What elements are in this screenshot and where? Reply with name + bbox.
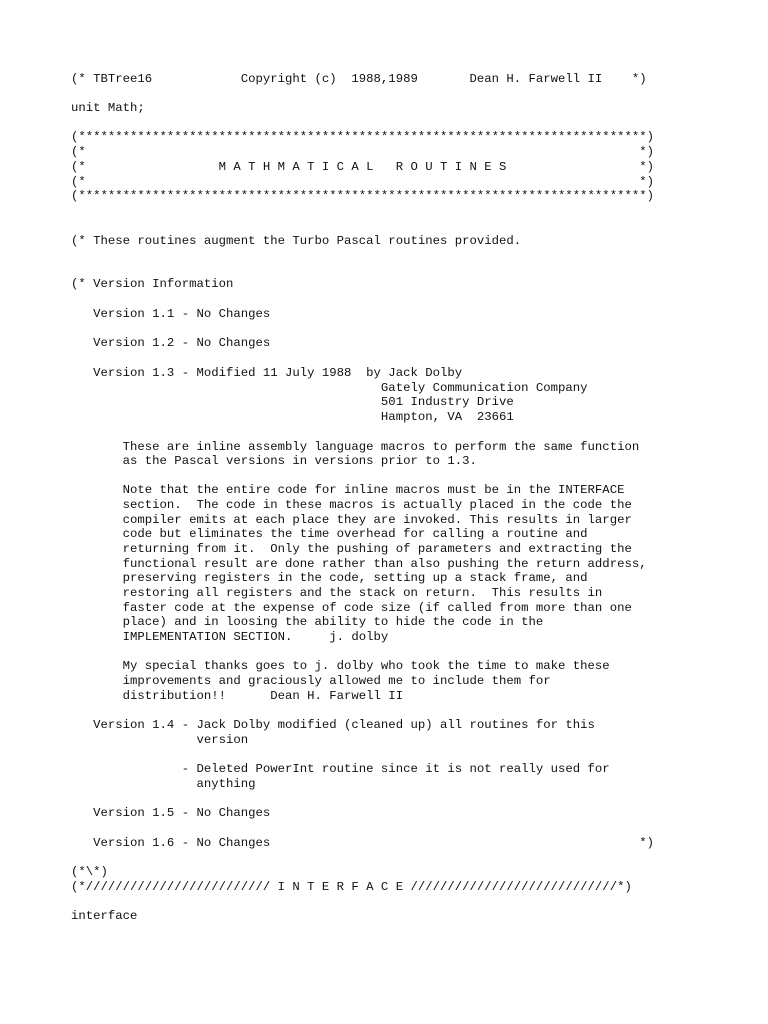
interface-banner: (*///////////////////////// I N T E R F A C E ////////////////////////////*) <box>71 880 632 894</box>
paragraph-line: preserving registers in the code, setting up a stack frame, and <box>71 571 588 585</box>
paragraph-line: place) and in loosing the ability to hide the code in the <box>71 615 544 629</box>
version-entry: Version 1.5 - No Changes <box>71 806 271 820</box>
paragraph-line: IMPLEMENTATION SECTION. j. dolby <box>71 630 389 644</box>
version-entry: Version 1.2 - No Changes <box>71 336 271 350</box>
banner-blank-line: (* *) <box>71 145 654 159</box>
version-entry: Version 1.1 - No Changes <box>71 307 271 321</box>
paragraph-line: code but eliminates the time overhead for calling a routine and <box>71 527 588 541</box>
paragraph-line: section. The code in these macros is actually placed in the code the <box>71 498 632 512</box>
page-break-marker: (*\*) <box>71 865 108 879</box>
banner-border-top: (*****************************************************************************) <box>71 130 654 144</box>
header-copyright-line: (* TBTree16 Copyright (c) 1988,1989 Dean H. Farwell II *) <box>71 72 647 86</box>
address-line: Hampton, VA 23661 <box>71 410 514 424</box>
paragraph-line: My special thanks goes to j. dolby who took the time to make these <box>71 659 610 673</box>
version-entry: Version 1.3 - Modified 11 July 1988 by Jack Dolby <box>71 366 463 380</box>
description-comment: (* These routines augment the Turbo Pascal routines provided. <box>71 234 522 248</box>
banner-border-bottom: (*****************************************************************************) <box>71 189 654 203</box>
paragraph-line: distribution!! Dean H. Farwell II <box>71 689 404 703</box>
address-line: 501 Industry Drive <box>71 395 514 409</box>
version-entry-continuation: version <box>71 733 249 747</box>
version-entry-continuation: - Deleted PowerInt routine since it is not really used for <box>71 762 610 776</box>
banner-blank-line: (* *) <box>71 175 654 189</box>
interface-keyword: interface <box>71 909 138 923</box>
paragraph-line: Note that the entire code for inline macros must be in the INTERFACE <box>71 483 625 497</box>
paragraph-line: returning from it. Only the pushing of parameters and extracting the <box>71 542 632 556</box>
paragraph-line: improvements and graciously allowed me to include them for <box>71 674 551 688</box>
address-line: Gately Communication Company <box>71 381 588 395</box>
paragraph-line: faster code at the expense of code size (if called from more than one <box>71 601 632 615</box>
paragraph-line: compiler emits at each place they are invoked. This results in larger <box>71 513 632 527</box>
unit-declaration: unit Math; <box>71 101 145 115</box>
paragraph-line: functional result are done rather than also pushing the return address, <box>71 557 647 571</box>
banner-title: (* M A T H M A T I C A L R O U T I N E S *) <box>71 160 654 174</box>
paragraph-line: restoring all registers and the stack on return. This results in <box>71 586 603 600</box>
version-entry: Version 1.6 - No Changes *) <box>71 836 654 850</box>
version-entry-continuation: anything <box>71 777 256 791</box>
paragraph-line: as the Pascal versions in versions prior to 1.3. <box>71 454 477 468</box>
version-info-heading: (* Version Information <box>71 277 234 291</box>
paragraph-line: These are inline assembly language macros to perform the same function <box>71 440 640 454</box>
version-entry: Version 1.4 - Jack Dolby modified (cleaned up) all routines for this <box>71 718 595 732</box>
